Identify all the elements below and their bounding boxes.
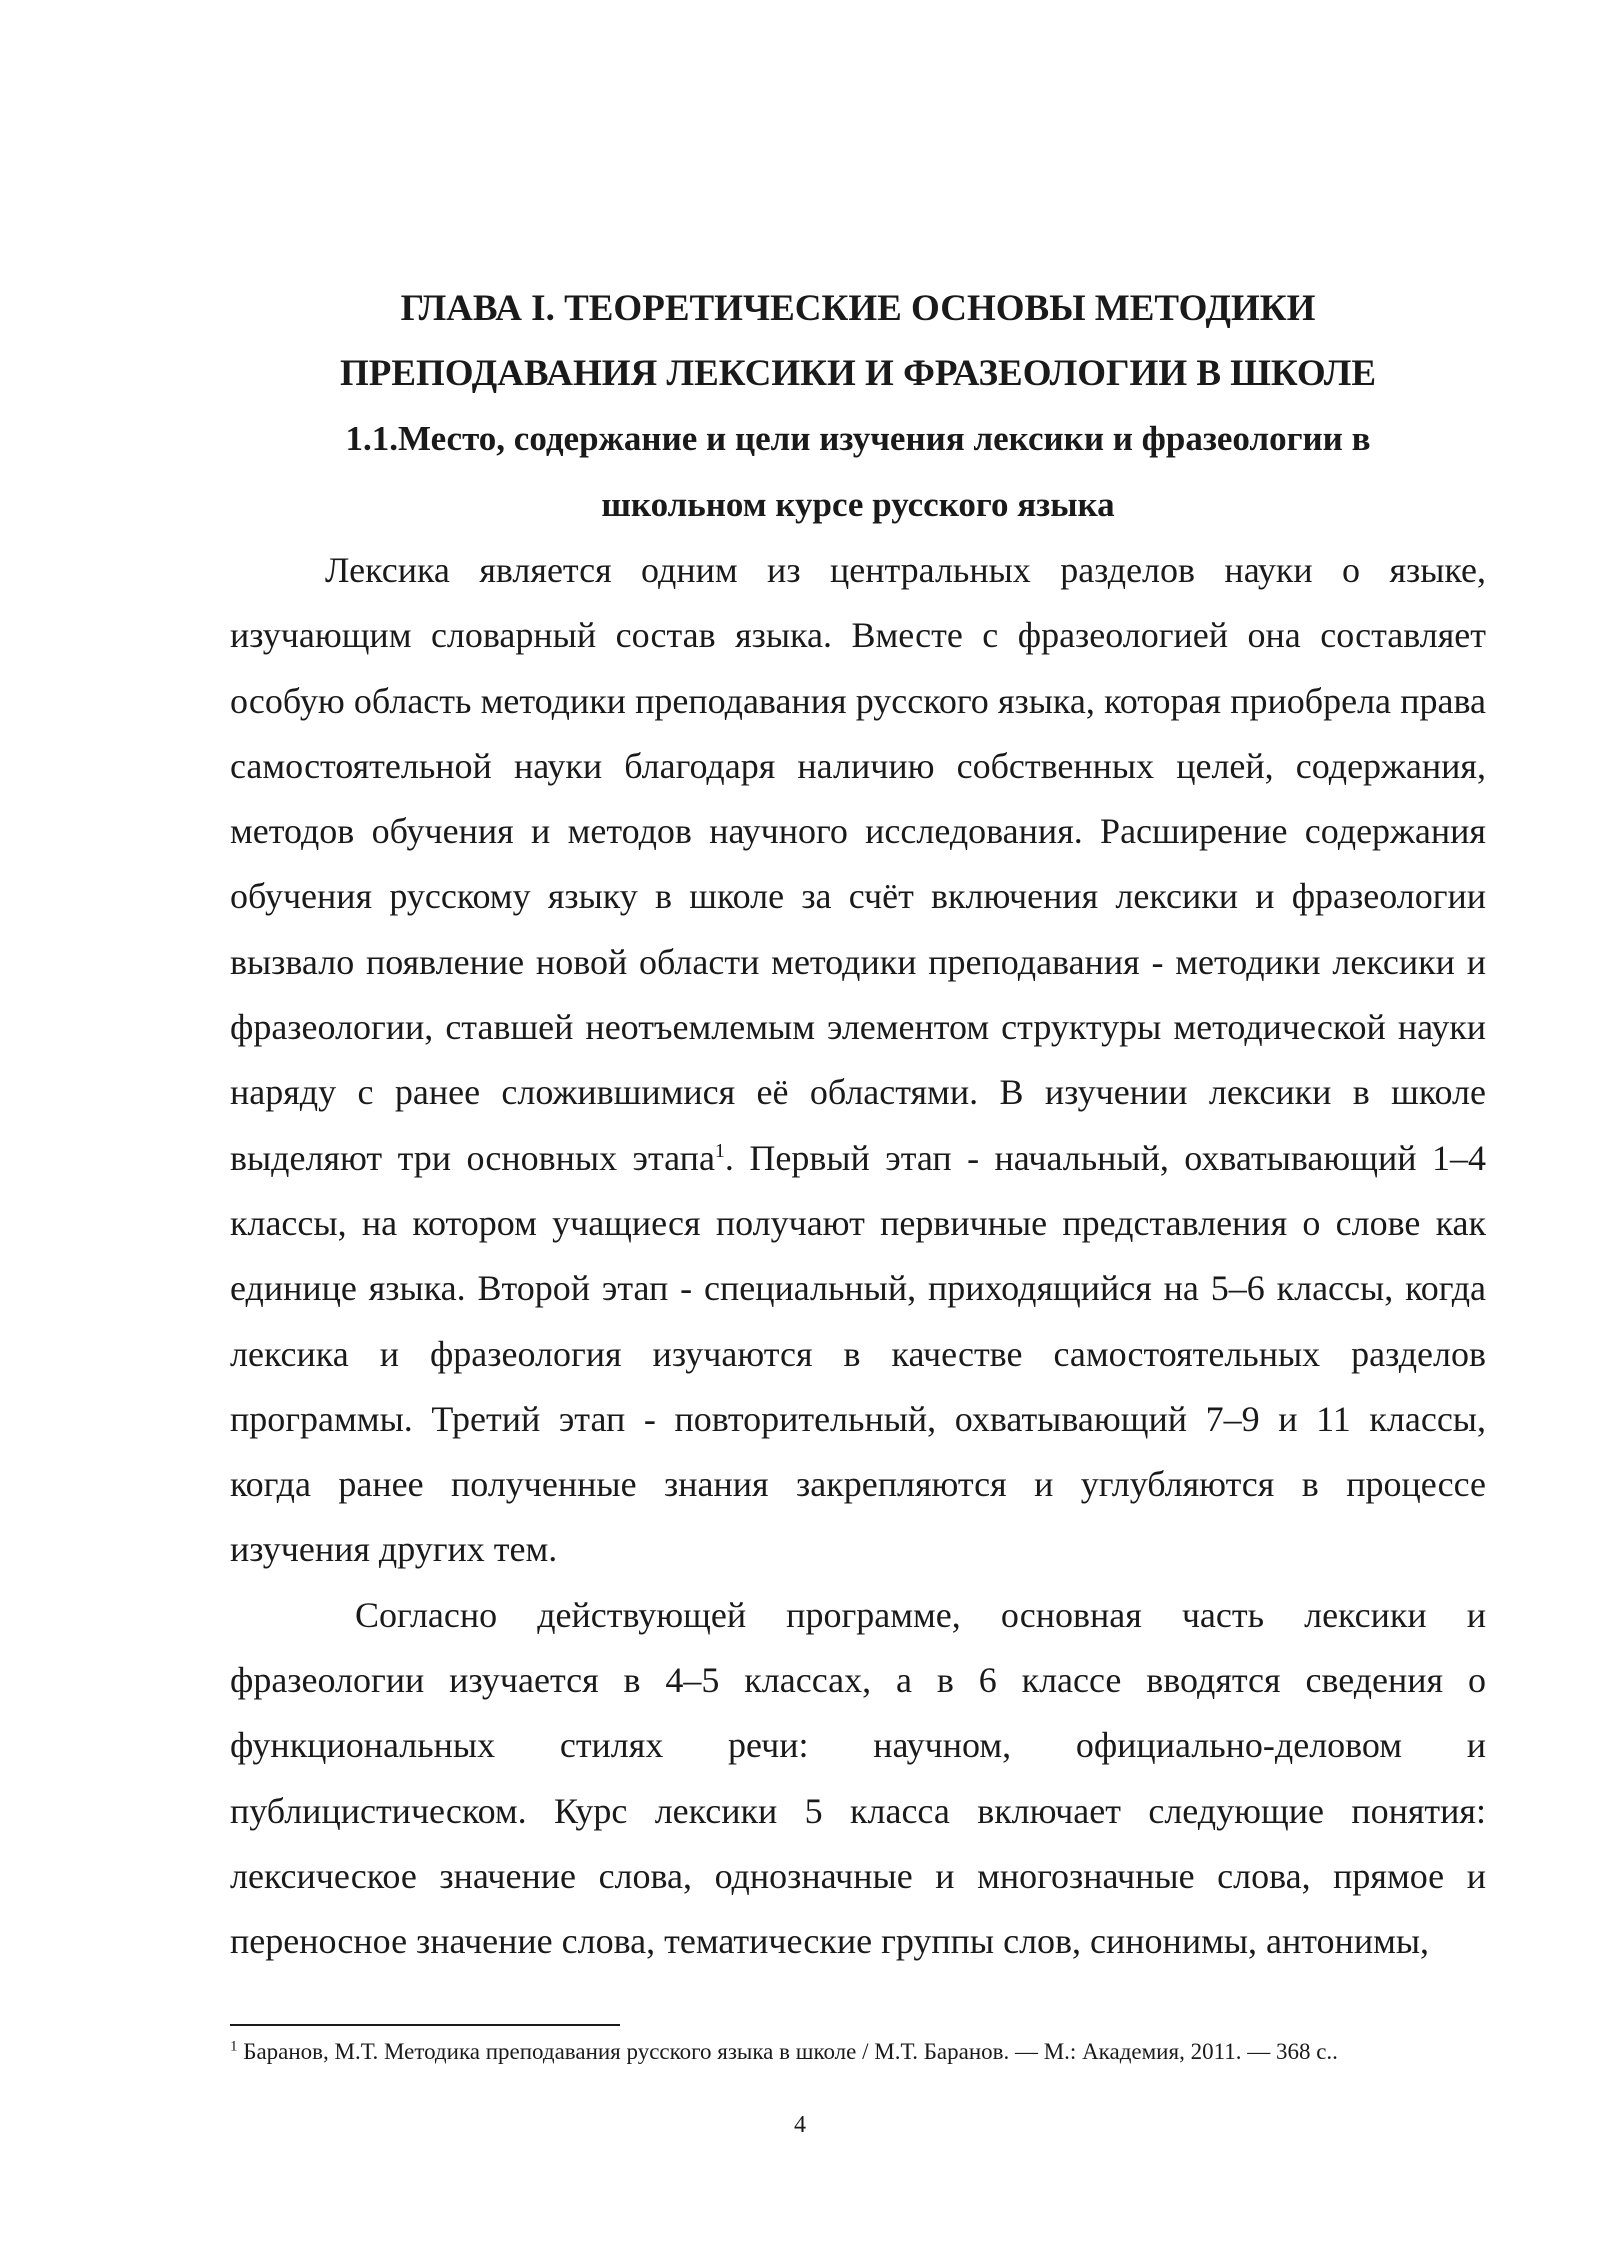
- section-title-line2: школьном курсе русского языка: [601, 485, 1115, 524]
- body-paragraph-1: [230, 538, 1486, 1583]
- page-number: 4: [794, 2112, 806, 2138]
- paragraph2-text: Согласно действующей программе, основная часть лексики и фразеологии изучается в 4–5 классах, а в 6 классе вводятся сведения о функциональных стилях речи: научном, официально-деловом и публицистическом. Курс лексики 5 класса включает следующие понятия: лексическое значение слова, однозначные и многозначные слова, прямое и переносное значение слова, тематические группы слов, синонимы, антонимы,: [230, 1594, 1486, 1962]
- chapter-title: [230, 276, 1486, 406]
- footnote-separator: [230, 2024, 620, 2026]
- footnote-number: 1: [230, 2038, 238, 2055]
- section-title-line1: 1.1.Место, содержание и цели изучения лексики и фразеологии в: [345, 419, 1371, 458]
- footnote: [230, 2036, 1486, 2068]
- section-title: [230, 406, 1486, 538]
- chapter-title-line2: ПРЕПОДАВАНИЯ ЛЕКСИКИ И ФРАЗЕОЛОГИИ В ШКОЛЕ: [339, 353, 1377, 394]
- body-paragraph-2: [230, 1583, 1486, 1975]
- paragraph1-text-end: . Первый этап - начальный, охватывающий 1–4 классы, на котором учащиеся получают первичные представления о слове как единице языка. Второй этап - специальный, приходящийся на 5–6 классы, когда лексика и фразеология изучаются в качестве самостоятельных разделов программы. Третий этап - повторительный, охватывающий 7–9 и 11 классы, когда ранее полученные знания закрепляются и углубляются в процессе изучения других тем.: [230, 1137, 1486, 1570]
- paragraph1-text-start: Лексика является одним из центральных разделов науки о языке, изучающим словарный состав языка. Вместе с фразеологией она составляет особую область методики преподавания русского языка, которая приобрела права самостоятельной науки благодаря наличию собственных целей, содержания, методов обучения и методов научного исследования. Расширение содержания обучения русскому языку в школе за счёт включения лексики и фразеологии вызвало появление новой области методики преподавания - методики лексики и фразеологии, ставшей неотъемлемым элементом структуры методической науки наряду с ранее сложившимися её областями. В изучении лексики в школе выделяют три основных этапа: [230, 550, 1486, 1178]
- chapter-title-line1: ГЛАВА I. ТЕОРЕТИЧЕСКИЕ ОСНОВЫ МЕТОДИКИ: [400, 288, 1316, 329]
- footnote-text: Баранов, М.Т. Методика преподавания русского языка в школе / М.Т. Баранов. — М.: Академия, 2011. — 368 с..: [237, 2039, 1338, 2064]
- footnote-reference[interactable]: 1: [714, 1139, 725, 1162]
- page-content: [230, 276, 1486, 1975]
